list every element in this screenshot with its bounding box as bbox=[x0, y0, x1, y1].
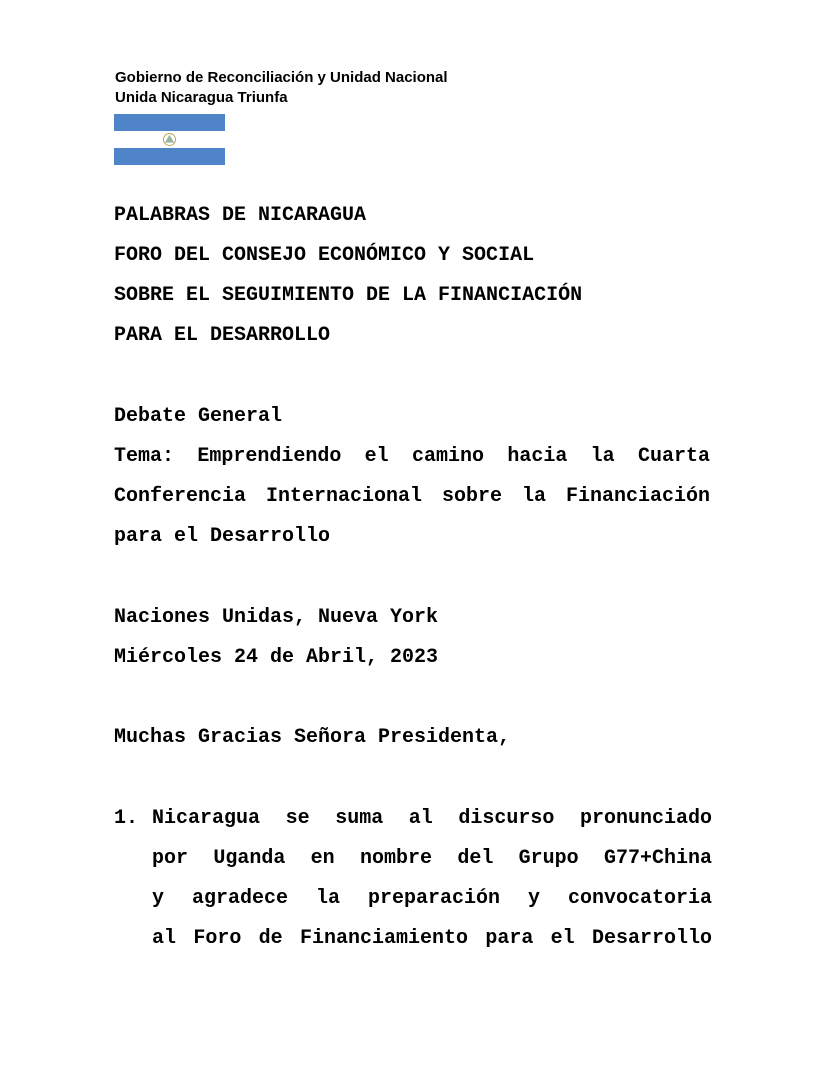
debate-line-2: Tema: Emprendiendo el camino hacia la Cuarta bbox=[114, 445, 710, 468]
government-header bbox=[115, 68, 448, 108]
debate-line-4: para el Desarrollo bbox=[114, 525, 331, 548]
header-line-2: Unida Nicaragua Triunfa bbox=[115, 89, 288, 106]
flag-bottom-stripe bbox=[114, 148, 225, 165]
paragraph-number: 1. bbox=[114, 807, 139, 830]
location-text: Naciones Unidas, Nueva York bbox=[114, 606, 439, 629]
date-text: Miércoles 24 de Abril, 2023 bbox=[114, 646, 439, 669]
paragraph-body bbox=[152, 799, 712, 959]
paragraph-line-3: y agradece la preparación y convocatoria bbox=[152, 887, 712, 910]
location-date bbox=[114, 598, 714, 678]
debate-info bbox=[114, 397, 714, 557]
header-line-1: Gobierno de Reconciliación y Unidad Nacional bbox=[115, 69, 448, 86]
debate-line-3: Conferencia Internacional sobre la Financiación bbox=[114, 485, 710, 508]
greeting-text: Muchas Gracias Señora Presidenta, bbox=[114, 726, 511, 749]
title-line-1: PALABRAS DE NICARAGUA bbox=[114, 204, 367, 227]
title-line-4: PARA EL DESARROLLO bbox=[114, 324, 331, 347]
debate-line-1: Debate General bbox=[114, 405, 283, 428]
paragraph-line-4: al Foro de Financiamiento para el Desarrollo bbox=[152, 927, 712, 950]
numbered-paragraphs bbox=[114, 799, 714, 959]
speech-title bbox=[114, 196, 714, 356]
nicaragua-flag-icon bbox=[114, 114, 225, 165]
greeting bbox=[114, 718, 714, 758]
title-line-2: FORO DEL CONSEJO ECONÓMICO Y SOCIAL bbox=[114, 244, 535, 267]
list-item bbox=[114, 799, 714, 959]
paragraph-line-2: por Uganda en nombre del Grupo G77+China bbox=[152, 847, 712, 870]
paragraph-line-1: Nicaragua se suma al discurso pronunciado bbox=[152, 807, 712, 830]
title-line-3: SOBRE EL SEGUIMIENTO DE LA FINANCIACIÓN bbox=[114, 284, 583, 307]
flag-top-stripe bbox=[114, 114, 225, 131]
